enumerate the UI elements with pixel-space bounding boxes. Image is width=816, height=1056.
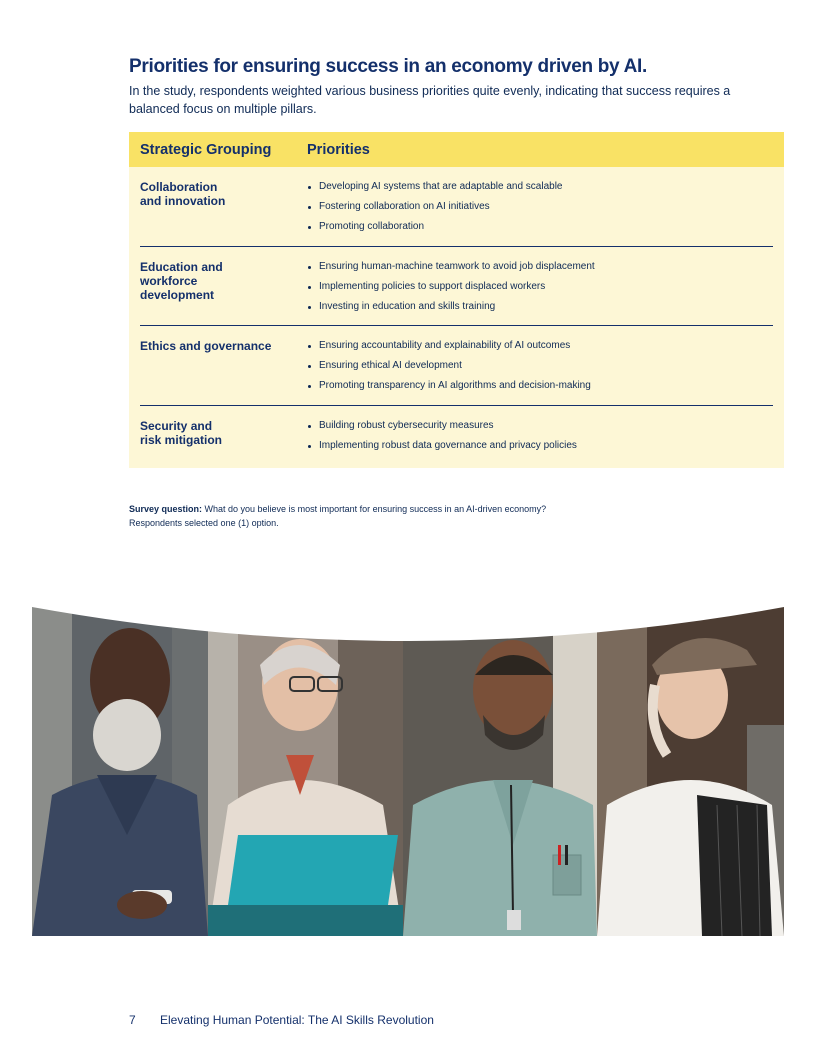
priority-item: Ensuring human-machine teamwork to avoid job displacement bbox=[307, 257, 595, 277]
workers-photo bbox=[32, 605, 784, 936]
table-row bbox=[140, 419, 773, 463]
group-label: Security and risk mitigation bbox=[140, 419, 223, 447]
photo-panel-man-in-scrubs bbox=[403, 605, 597, 936]
priority-item: Fostering collaboration on AI initiatives bbox=[307, 197, 563, 217]
page-heading: Priorities for ensuring success in an economy driven by AI. bbox=[129, 56, 647, 77]
priorities-table bbox=[129, 132, 784, 468]
column-header-priorities: Priorities bbox=[307, 142, 370, 158]
priority-list bbox=[307, 416, 577, 456]
photo-panel-woman-in-apron bbox=[597, 605, 784, 936]
table-row bbox=[140, 260, 773, 326]
table-header bbox=[129, 132, 784, 167]
survey-note-detail: Respondents selected one (1) option. bbox=[129, 518, 279, 528]
survey-note-label: Survey question: bbox=[129, 504, 203, 514]
page-footer bbox=[129, 1013, 434, 1027]
priority-item: Building robust cybersecurity measures bbox=[307, 416, 577, 436]
priority-item: Promoting transparency in AI algorithms and decision-making bbox=[307, 376, 591, 396]
survey-note-question: What do you believe is most important for ensuring success in an AI-driven economy? bbox=[202, 504, 547, 514]
priority-item: Promoting collaboration bbox=[307, 217, 563, 237]
photo-curve-mask bbox=[32, 605, 784, 645]
survey-note bbox=[129, 502, 649, 530]
table-row bbox=[140, 180, 773, 247]
priority-item: Developing AI systems that are adaptable and scalable bbox=[307, 177, 563, 197]
priority-item: Ensuring ethical AI development bbox=[307, 356, 591, 376]
priority-list bbox=[307, 336, 591, 396]
priority-item: Implementing robust data governance and privacy policies bbox=[307, 436, 577, 456]
priority-item: Investing in education and skills training bbox=[307, 297, 595, 317]
priority-item: Ensuring accountability and explainability of AI outcomes bbox=[307, 336, 591, 356]
group-label: Education and workforce development bbox=[140, 260, 223, 302]
photo-panel-woman-with-laptop bbox=[208, 605, 403, 936]
group-label: Ethics and governance bbox=[140, 339, 272, 353]
photo-panel-man-with-phone bbox=[32, 605, 208, 936]
document-title: Elevating Human Potential: The AI Skills Revolution bbox=[160, 1013, 434, 1027]
priority-item: Implementing policies to support displaced workers bbox=[307, 277, 595, 297]
page-number: 7 bbox=[129, 1013, 136, 1027]
priority-list bbox=[307, 177, 563, 237]
priority-list bbox=[307, 257, 595, 317]
column-header-grouping: Strategic Grouping bbox=[140, 142, 272, 158]
intro-paragraph: In the study, respondents weighted various business priorities quite evenly, indicating that success requires a balanced focus on multiple pillars. bbox=[129, 84, 731, 116]
group-label: Collaboration and innovation bbox=[140, 180, 226, 208]
table-row bbox=[140, 339, 773, 406]
